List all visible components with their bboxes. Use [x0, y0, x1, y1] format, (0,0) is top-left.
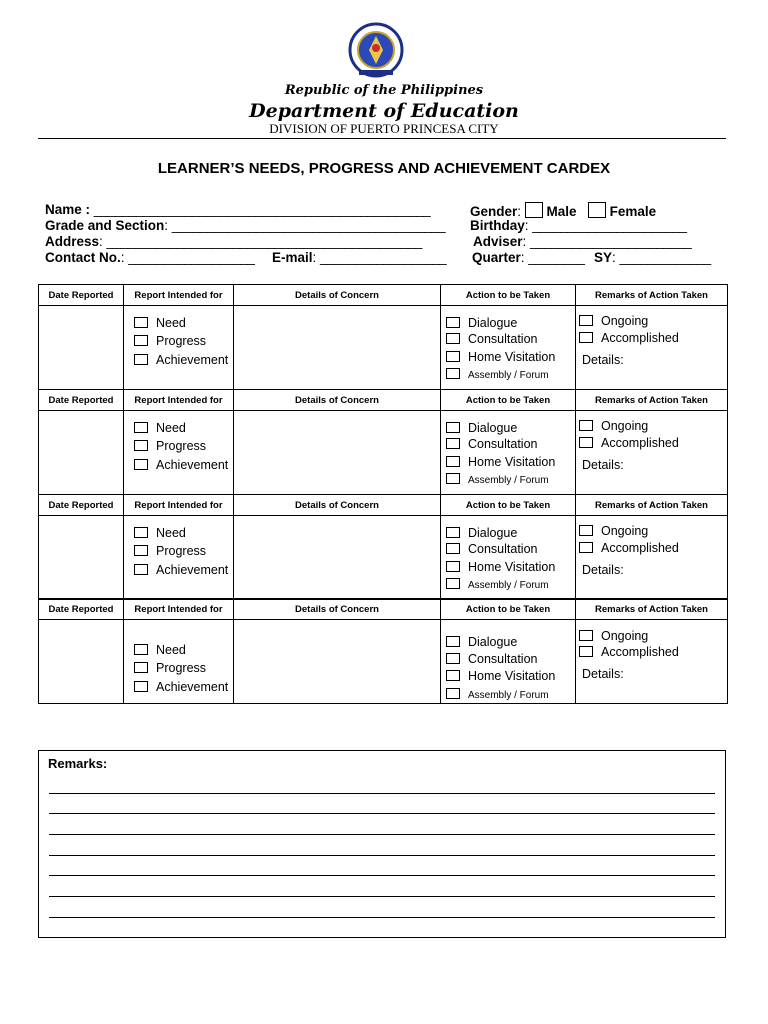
remarks-action-cell[interactable]	[576, 411, 728, 495]
female-label: Female	[609, 204, 657, 219]
option-label: Assembly / Forum	[468, 580, 549, 591]
option-label: Consultation	[468, 542, 538, 556]
checkbox-icon[interactable]	[446, 578, 460, 589]
action-option-home-visitation[interactable]	[446, 455, 555, 469]
date-reported-cell[interactable]	[39, 306, 124, 390]
option-label: Accomplished	[601, 645, 679, 659]
details-label: Details:	[582, 667, 624, 681]
report-option-achievement[interactable]	[134, 563, 228, 577]
remarks-line[interactable]	[49, 917, 715, 918]
report-option-need[interactable]	[134, 526, 186, 540]
date-reported-cell[interactable]	[39, 516, 124, 600]
report-intended-cell[interactable]	[124, 620, 234, 704]
option-label: Dialogue	[468, 421, 518, 435]
remark-option-ongoing[interactable]	[579, 629, 648, 643]
action-option-consultation[interactable]	[446, 542, 538, 556]
male-label: Male	[546, 204, 577, 219]
report-option-need[interactable]	[134, 643, 186, 657]
action-option-dialogue[interactable]	[446, 526, 517, 540]
grade-section-field[interactable]: Grade and Section: _______________________________________	[45, 218, 446, 233]
remark-option-ongoing[interactable]	[579, 419, 648, 433]
action-option-consultation[interactable]	[446, 332, 538, 346]
action-option-dialogue[interactable]	[446, 635, 517, 649]
option-label: Need	[156, 643, 186, 657]
column-header: Remarks of Action Taken	[576, 599, 728, 620]
date-reported-cell[interactable]	[39, 411, 124, 495]
option-label: Accomplished	[601, 436, 679, 450]
deped-seal-icon	[343, 22, 409, 78]
option-label: Accomplished	[601, 541, 679, 555]
option-label: Progress	[156, 439, 207, 453]
header-divider	[38, 138, 726, 139]
column-header: Date Reported	[39, 285, 124, 306]
option-label: Need	[156, 421, 186, 435]
report-option-progress[interactable]	[134, 544, 206, 558]
birthday-label: Birthday	[470, 218, 525, 233]
grade-section-label: Grade and Section	[45, 218, 165, 233]
remark-option-ongoing[interactable]	[579, 314, 648, 328]
column-header: Remarks of Action Taken	[576, 285, 728, 306]
action-option-assembly-forum[interactable]	[446, 473, 549, 486]
checkbox-icon[interactable]	[446, 368, 460, 379]
option-label: Ongoing	[601, 629, 649, 643]
sy-label: SY	[594, 250, 613, 265]
checkbox-icon[interactable]	[579, 542, 593, 553]
checkbox-icon[interactable]	[446, 688, 460, 699]
checkbox-icon[interactable]	[134, 662, 148, 673]
column-header: Details of Concern	[234, 495, 441, 516]
action-option-home-visitation[interactable]	[446, 350, 555, 364]
date-reported-cell[interactable]	[39, 620, 124, 704]
action-option-assembly-forum[interactable]	[446, 368, 549, 381]
checkbox-icon[interactable]	[446, 422, 460, 433]
action-cell[interactable]	[441, 620, 576, 704]
cardex-section	[38, 284, 728, 390]
report-option-progress[interactable]	[134, 661, 206, 675]
checkbox-icon[interactable]	[134, 354, 148, 365]
column-header: Date Reported	[39, 390, 124, 411]
option-label: Consultation	[468, 652, 538, 666]
address-field[interactable]: Address: _____________________________________________	[45, 234, 422, 249]
checkbox-icon[interactable]	[579, 315, 593, 326]
column-header: Details of Concern	[234, 390, 441, 411]
remark-option-accomplished[interactable]	[579, 436, 679, 450]
action-option-home-visitation[interactable]	[446, 669, 555, 683]
remarks-action-cell[interactable]	[576, 620, 728, 704]
option-label: Achievement	[156, 458, 229, 472]
checkbox-icon[interactable]	[446, 636, 460, 647]
remarks-box[interactable]	[38, 750, 726, 938]
checkbox-icon[interactable]	[446, 561, 460, 572]
quarter-field[interactable]: Quarter: ________	[472, 250, 585, 265]
checkbox-icon[interactable]	[446, 333, 460, 344]
report-option-progress[interactable]	[134, 439, 206, 453]
details-concern-cell[interactable]	[234, 620, 441, 704]
gender-field: Gender: Male Female	[470, 204, 657, 219]
checkbox-icon[interactable]	[446, 543, 460, 554]
checkbox-icon[interactable]	[579, 437, 593, 448]
column-header: Remarks of Action Taken	[576, 390, 728, 411]
checkbox-icon[interactable]	[446, 473, 460, 484]
action-cell[interactable]	[441, 306, 576, 390]
column-header: Action to be Taken	[441, 285, 576, 306]
action-option-dialogue[interactable]	[446, 421, 517, 435]
male-checkbox[interactable]	[525, 202, 543, 218]
action-cell[interactable]	[441, 516, 576, 600]
column-header: Action to be Taken	[441, 390, 576, 411]
checkbox-icon[interactable]	[134, 545, 148, 556]
remarks-action-cell[interactable]	[576, 516, 728, 600]
column-header: Remarks of Action Taken	[576, 495, 728, 516]
option-label: Home Visitation	[468, 560, 556, 574]
checkbox-icon[interactable]	[446, 317, 460, 328]
column-header: Details of Concern	[234, 285, 441, 306]
email-label: E-mail	[272, 250, 313, 265]
option-label: Home Visitation	[468, 350, 556, 364]
column-header: Action to be Taken	[441, 599, 576, 620]
report-option-achievement[interactable]	[134, 458, 228, 472]
checkbox-icon[interactable]	[134, 527, 148, 538]
remark-option-ongoing[interactable]	[579, 524, 648, 538]
checkbox-icon[interactable]	[446, 456, 460, 467]
column-header: Action to be Taken	[441, 495, 576, 516]
remark-option-accomplished[interactable]	[579, 331, 679, 345]
contact-label: Contact No.	[45, 250, 121, 265]
email-field[interactable]: E-mail: __________________	[272, 250, 447, 265]
option-label: Ongoing	[601, 524, 649, 538]
checkbox-icon[interactable]	[134, 681, 148, 692]
checkbox-icon[interactable]	[579, 630, 593, 641]
checkbox-icon[interactable]	[579, 420, 593, 431]
department-heading: Department of Education	[249, 100, 519, 122]
option-label: Progress	[156, 334, 207, 348]
option-label: Consultation	[468, 437, 538, 451]
report-option-achievement[interactable]	[134, 680, 228, 694]
checkbox-icon[interactable]	[446, 351, 460, 362]
checkbox-icon[interactable]	[134, 440, 148, 451]
republic-heading: Republic of the Philippines	[284, 83, 484, 98]
checkbox-icon[interactable]	[446, 670, 460, 681]
option-label: Home Visitation	[468, 669, 556, 683]
remarks-line[interactable]	[49, 834, 715, 835]
cardex-section	[38, 389, 728, 495]
checkbox-icon[interactable]	[134, 335, 148, 346]
details-concern-cell[interactable]	[234, 516, 441, 600]
checkbox-icon[interactable]	[134, 564, 148, 575]
option-label: Need	[156, 316, 186, 330]
birthday-field[interactable]: Birthday: ______________________	[470, 218, 687, 233]
report-intended-cell[interactable]	[124, 516, 234, 600]
sy-field[interactable]: SY: _____________	[594, 250, 711, 265]
checkbox-icon[interactable]	[134, 459, 148, 470]
option-label: Accomplished	[601, 331, 679, 345]
checkbox-icon[interactable]	[579, 525, 593, 536]
checkbox-icon[interactable]	[446, 653, 460, 664]
column-header: Date Reported	[39, 599, 124, 620]
action-option-consultation[interactable]	[446, 652, 538, 666]
checkbox-icon[interactable]	[134, 644, 148, 655]
action-option-assembly-forum[interactable]	[446, 688, 549, 701]
report-option-need[interactable]	[134, 421, 186, 435]
option-label: Consultation	[468, 332, 538, 346]
cardex-section	[38, 494, 728, 600]
report-option-need[interactable]	[134, 316, 186, 330]
action-cell[interactable]	[441, 411, 576, 495]
column-header: Report Intended for	[124, 495, 234, 516]
contact-field[interactable]: Contact No.: __________________	[45, 250, 255, 265]
name-label: Name	[45, 202, 82, 217]
option-label: Ongoing	[601, 314, 649, 328]
details-concern-cell[interactable]	[234, 306, 441, 390]
details-label: Details:	[582, 353, 624, 367]
remark-option-accomplished[interactable]	[579, 645, 679, 659]
column-header: Report Intended for	[124, 285, 234, 306]
action-option-assembly-forum[interactable]	[446, 578, 549, 591]
division-heading: DIVISION OF PUERTO PRINCESA CITY	[269, 121, 499, 136]
quarter-label: Quarter	[472, 250, 521, 265]
checkbox-icon[interactable]	[579, 332, 593, 343]
adviser-field[interactable]: Adviser: _______________________	[473, 234, 692, 249]
option-label: Progress	[156, 544, 207, 558]
remarks-line[interactable]	[49, 793, 715, 794]
adviser-label: Adviser	[473, 234, 523, 249]
checkbox-icon[interactable]	[134, 317, 148, 328]
page-title: LEARNER’S NEEDS, PROGRESS AND ACHIEVEMENT CARDEX	[157, 160, 611, 177]
details-concern-cell[interactable]	[234, 411, 441, 495]
checkbox-icon[interactable]	[579, 646, 593, 657]
option-label: Dialogue	[468, 316, 518, 330]
option-label: Progress	[156, 661, 207, 675]
option-label: Home Visitation	[468, 455, 556, 469]
remarks-line[interactable]	[49, 855, 715, 856]
address-label: Address	[45, 234, 100, 249]
female-checkbox[interactable]	[588, 202, 606, 218]
checkbox-icon[interactable]	[134, 422, 148, 433]
cardex-section	[38, 598, 728, 704]
option-label: Need	[156, 526, 186, 540]
remarks-line[interactable]	[49, 896, 715, 897]
remark-option-accomplished[interactable]	[579, 541, 679, 555]
action-option-consultation[interactable]	[446, 437, 538, 451]
details-label: Details:	[582, 458, 624, 472]
column-header: Report Intended for	[124, 390, 234, 411]
report-intended-cell[interactable]	[124, 411, 234, 495]
option-label: Ongoing	[601, 419, 649, 433]
checkbox-icon[interactable]	[446, 438, 460, 449]
remarks-line[interactable]	[49, 813, 715, 814]
report-option-achievement[interactable]	[134, 353, 228, 367]
column-header: Details of Concern	[234, 599, 441, 620]
option-label: Achievement	[156, 563, 229, 577]
action-option-dialogue[interactable]	[446, 316, 517, 330]
option-label: Assembly / Forum	[468, 475, 549, 486]
remarks-label: Remarks:	[48, 756, 108, 771]
column-header: Report Intended for	[124, 599, 234, 620]
remarks-action-cell[interactable]	[576, 306, 728, 390]
report-option-progress[interactable]	[134, 334, 206, 348]
action-option-home-visitation[interactable]	[446, 560, 555, 574]
option-label: Achievement	[156, 353, 229, 367]
option-label: Dialogue	[468, 635, 518, 649]
option-label: Achievement	[156, 680, 229, 694]
option-label: Assembly / Forum	[468, 690, 549, 701]
gender-label: Gender	[470, 204, 518, 219]
details-label: Details:	[582, 563, 624, 577]
column-header: Date Reported	[39, 495, 124, 516]
option-label: Dialogue	[468, 526, 518, 540]
report-intended-cell[interactable]	[124, 306, 234, 390]
remarks-line[interactable]	[49, 875, 715, 876]
option-label: Assembly / Forum	[468, 370, 549, 381]
name-field[interactable]: Name : ________________________________________________	[45, 202, 431, 217]
checkbox-icon[interactable]	[446, 527, 460, 538]
